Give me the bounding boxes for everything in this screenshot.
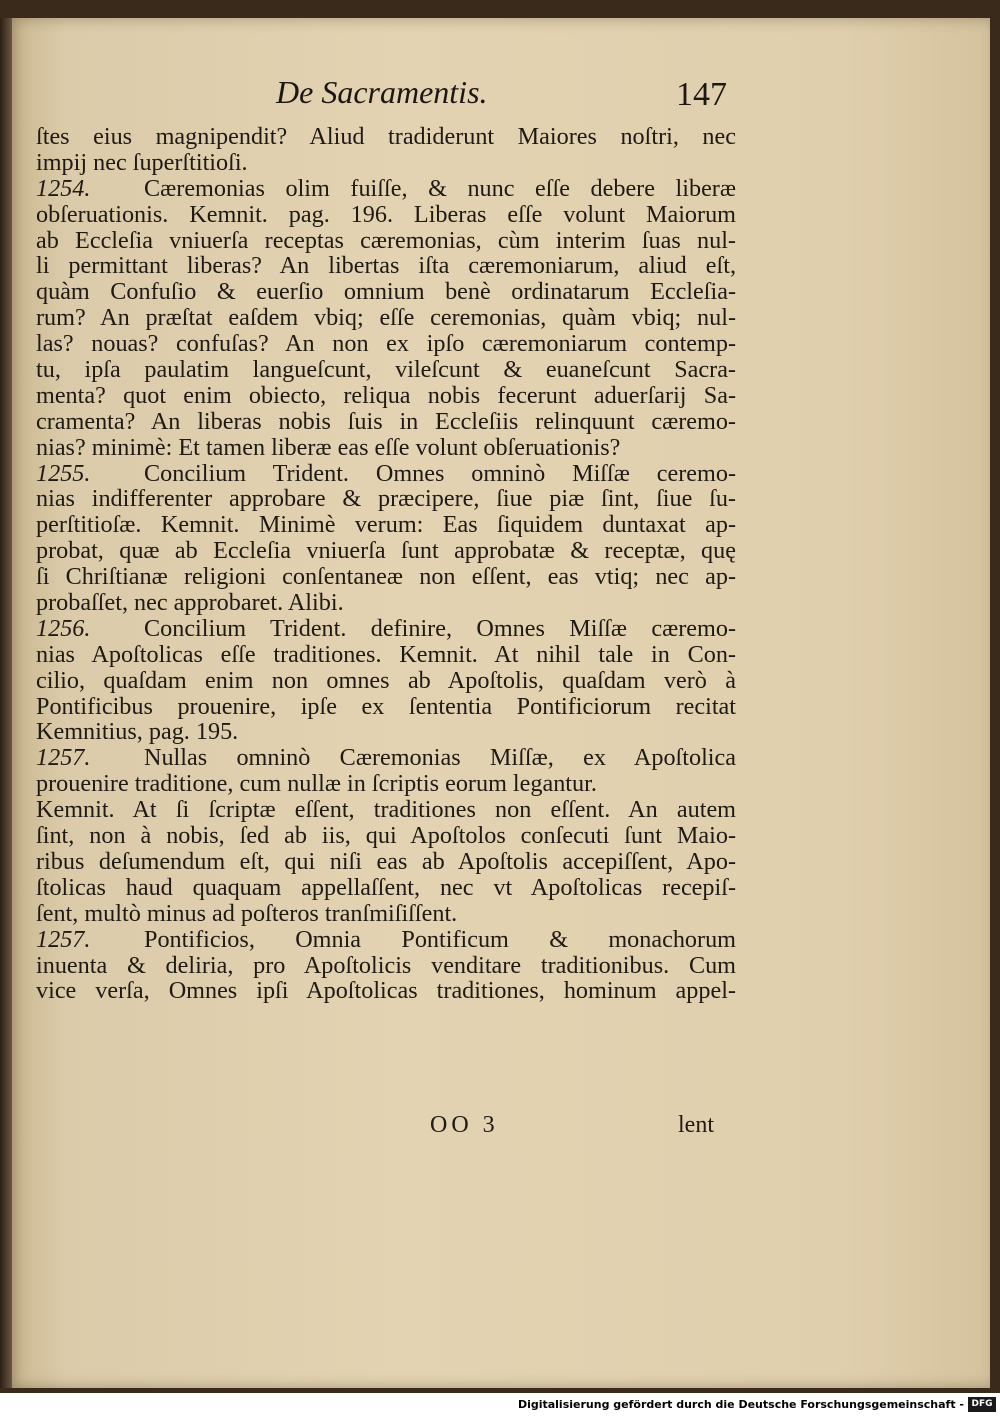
page-number: 147 — [676, 76, 727, 113]
line-text: Pontificios, Omnia Pontificum & monachorum — [144, 926, 736, 953]
text-line — [36, 228, 736, 254]
running-title: De Sacramentis. — [276, 74, 488, 110]
numbered-paragraph-line — [36, 176, 736, 202]
line-text: impij nec ſuperſtitioſi. — [36, 149, 248, 176]
line-text: nias indifferenter approbare & præcipere, ſiue piæ ſint, ſiue ſu- — [36, 486, 736, 513]
text-line — [36, 953, 736, 979]
text-line — [36, 538, 736, 564]
numbered-paragraph-line — [36, 927, 736, 953]
funding-credit: Digitalisierung gefördert durch die Deutsche Forschungsgemeinschaft - — [517, 1398, 964, 1411]
text-line — [36, 797, 736, 823]
text-line — [36, 668, 736, 694]
line-text: cramenta? An liberas nobis ſuis in Eccleſiis relinquunt cæremo- — [36, 408, 736, 435]
line-text: li permittant liberas? An libertas iſta cæremoniarum, aliud eſt, — [36, 253, 736, 280]
body-text — [36, 124, 736, 1004]
line-text: ſint, non à nobis, ſed ab iis, qui Apoſtolos conſecuti ſunt Maio- — [36, 823, 736, 849]
text-line — [36, 486, 736, 512]
digitization-footer — [0, 1393, 1000, 1418]
text-line — [36, 150, 736, 176]
text-line — [36, 357, 736, 383]
text-line — [36, 901, 736, 927]
text-line — [36, 564, 736, 590]
signature-mark: OO 3 — [430, 1112, 499, 1138]
numbered-paragraph-line — [36, 745, 736, 771]
paragraph-number: 1257. — [36, 745, 91, 772]
line-text: las? nouas? confuſas? An non ex ipſo cæremoniarum contemp- — [36, 331, 736, 358]
text-line — [36, 849, 736, 875]
text-line — [36, 202, 736, 228]
text-line — [36, 435, 736, 461]
page-footer — [36, 1112, 736, 1142]
line-text: nias Apoſtolicas eſſe traditiones. Kemnit. At nihil tale in Con- — [36, 641, 736, 668]
text-line — [36, 875, 736, 901]
paragraph-number: 1254. — [36, 175, 91, 202]
line-text: Concilium Trident. definire, Omnes Miſſæ cæremo- — [144, 615, 736, 642]
line-text: probaſſet, nec approbaret. Alibi. — [36, 590, 344, 616]
text-line — [36, 719, 736, 745]
text-line — [36, 253, 736, 279]
text-line — [36, 383, 736, 409]
text-line — [36, 642, 736, 668]
line-text: Kemnitius, pag. 195. — [36, 719, 239, 746]
line-text: perſtitioſæ. Kemnit. Minimè verum: Eas ſiquidem duntaxat ap- — [36, 512, 736, 539]
paragraph-number: 1257. — [36, 926, 91, 953]
line-text: Nullas omninò Cæremonias Miſſæ, ex Apoſtolica — [144, 745, 736, 772]
line-text: ſent, multò minus ad poſteros tranſmiſiſſent. — [36, 900, 458, 927]
line-text: quàm Confuſio & euerſio omnium benè ordinatarum Eccleſia- — [36, 279, 736, 306]
page-gutter — [0, 18, 12, 1388]
line-text: Pontificibus prouenire, ipſe ex ſententia Pontificiorum recitat — [36, 693, 736, 720]
line-text: ſtes eius magnipendit? Aliud tradiderunt Maiores noſtri, nec — [36, 124, 736, 150]
line-text: menta? quot enim obiecto, reliqua nobis fecerunt aduerſarij Sa- — [36, 382, 736, 409]
numbered-paragraph-line — [36, 616, 736, 642]
text-line — [36, 771, 736, 797]
text-line — [36, 978, 736, 1004]
text-line — [36, 305, 736, 331]
line-text: ribus deſumendum eſt, qui niſi eas ab Apoſtolis accepiſſent, Apo- — [36, 848, 736, 875]
paragraph-number: 1255. — [36, 460, 91, 487]
line-text: prouenire traditione, cum nullæ in ſcriptis eorum legantur. — [36, 771, 597, 798]
line-text: cilio, quaſdam enim non omnes ab Apoſtolis, quaſdam verò à — [36, 667, 736, 694]
line-text: ſtolicas haud quaquam appellaſſent, nec vt Apoſtolicas recepiſ- — [36, 874, 736, 901]
text-line — [36, 512, 736, 538]
line-text: ab Eccleſia vniuerſa receptas cæremonias, cùm interim ſuas nul- — [36, 227, 736, 254]
line-text: tu, ipſa paulatim langueſcunt, vileſcunt & euaneſcunt Sacra- — [36, 357, 736, 383]
catchword: lent — [678, 1112, 714, 1138]
text-line — [36, 279, 736, 305]
text-line — [36, 331, 736, 357]
line-text: vice verſa, Omnes ipſi Apoſtolicas traditiones, hominum appel- — [36, 978, 736, 1005]
text-line — [36, 409, 736, 435]
text-line — [36, 124, 736, 150]
running-head — [40, 72, 740, 116]
dfg-logo: DFG — [968, 1397, 996, 1412]
line-text: obſeruationis. Kemnit. pag. 196. Liberas eſſe volunt Maiorum — [36, 201, 736, 228]
line-text: rum? An præſtat eaſdem vbiq; eſſe ceremonias, quàm vbiq; nul- — [36, 305, 736, 332]
line-text: nias? minimè: Et tamen liberæ eas eſſe volunt obſeruationis? — [36, 434, 621, 461]
text-line — [36, 590, 736, 616]
line-text: probat, quæ ab Eccleſia vniuerſa ſunt approbatæ & receptæ, quę — [36, 538, 736, 565]
text-line — [36, 823, 736, 849]
line-text: Cæremonias olim fuiſſe, & nunc eſſe debere liberæ — [144, 175, 736, 202]
numbered-paragraph-line — [36, 461, 736, 487]
line-text: ſi Chriſtianæ religioni conſentaneæ non eſſent, eas vtiq; nec ap- — [36, 564, 736, 591]
line-text: Concilium Trident. Omnes omninò Miſſæ ceremo- — [144, 460, 736, 487]
line-text: Kemnit. At ſi ſcriptæ eſſent, traditiones non eſſent. An autem — [36, 797, 736, 824]
line-text: inuenta & deliria, pro Apoſtolicis venditare traditionibus. Cum — [36, 952, 736, 979]
paragraph-number: 1256. — [36, 615, 91, 642]
text-line — [36, 694, 736, 720]
